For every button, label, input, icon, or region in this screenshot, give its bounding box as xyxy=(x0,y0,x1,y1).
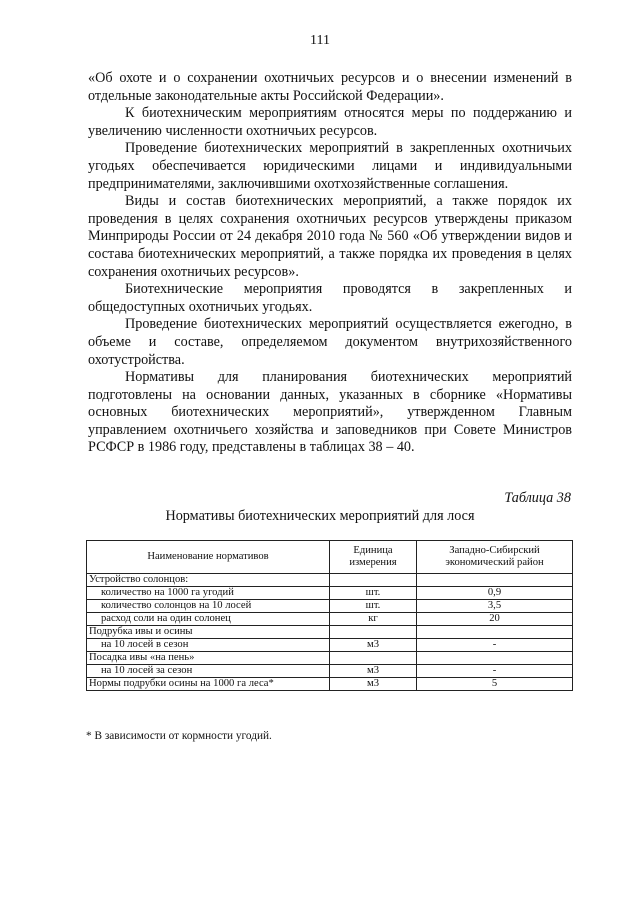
row-unit: м3 xyxy=(330,665,417,678)
row-name: Устройство солонцов: xyxy=(87,574,330,587)
row-value xyxy=(417,626,573,639)
row-value: 20 xyxy=(417,613,573,626)
row-name: на 10 лосей в сезон xyxy=(87,639,330,652)
header-cell-region: Западно-Сибирский экономический район xyxy=(417,541,573,574)
row-value: 3,5 xyxy=(417,600,573,613)
paragraph: Проведение биотехнических мероприятий осуществляется ежегодно, в объеме и составе, определяемом документом внутрихозяйственного охотустройства. xyxy=(88,316,572,368)
row-value: 5 xyxy=(417,678,573,691)
row-value: - xyxy=(417,665,573,678)
row-unit xyxy=(330,652,417,665)
table-row xyxy=(87,574,573,587)
row-name: Посадка ивы «на пень» xyxy=(87,652,330,665)
table-row xyxy=(87,652,573,665)
paragraph: Нормативы для планирования биотехнических мероприятий подготовлены на основании данных, указанных в сборнике «Нормативы основных биотехнических мероприятий», утвержденном Главным управлением охотничьего хозяйства и заповедников при Совете Министров РСФСР в 1986 году, представлены в таблицах 38 – 40. xyxy=(88,369,572,456)
row-unit: шт. xyxy=(330,587,417,600)
row-unit: м3 xyxy=(330,678,417,691)
header-cell-name: Наименование нормативов xyxy=(87,541,330,574)
header-cell-unit: Единица измерения xyxy=(330,541,417,574)
table-row xyxy=(87,587,573,600)
body-text xyxy=(88,70,572,457)
row-name: Нормы подрубки осины на 1000 га леса* xyxy=(87,678,330,691)
row-unit xyxy=(330,574,417,587)
row-value: 0,9 xyxy=(417,587,573,600)
table-row xyxy=(87,665,573,678)
row-value: - xyxy=(417,639,573,652)
table-label: Таблица 38 xyxy=(504,490,571,506)
row-name: на 10 лосей за сезон xyxy=(87,665,330,678)
table-row xyxy=(87,600,573,613)
table-header-row xyxy=(87,541,573,574)
row-name: Подрубка ивы и осины xyxy=(87,626,330,639)
paragraph: Проведение биотехнических мероприятий в закрепленных охотничьих угодьях обеспечивается юридическими лицами и индивидуальными предпринимателями, заключившими охотхозяйственные соглашения. xyxy=(88,140,572,192)
table-row xyxy=(87,678,573,691)
norms-table xyxy=(86,540,573,691)
row-name: расход соли на один солонец xyxy=(87,613,330,626)
row-value xyxy=(417,574,573,587)
table-title: Нормативы биотехнических мероприятий для лося xyxy=(165,508,475,524)
paragraph: К биотехническим мероприятиям относятся меры по поддержанию и увеличению численности охотничьих ресурсов. xyxy=(88,105,572,139)
paragraph: Биотехнические мероприятия проводятся в закрепленных и общедоступных охотничьих угодьях. xyxy=(88,281,572,315)
paragraph: «Об охоте и о сохранении охотничьих ресурсов и о внесении изменений в отдельные законодательные акты Российской Федерации». xyxy=(88,70,572,104)
table-row xyxy=(87,626,573,639)
row-value xyxy=(417,652,573,665)
row-unit: м3 xyxy=(330,639,417,652)
row-unit xyxy=(330,626,417,639)
table-footnote: * В зависимости от кормности угодий. xyxy=(86,730,272,742)
page-number: 111 xyxy=(310,33,330,48)
row-name: количество солонцов на 10 лосей xyxy=(87,600,330,613)
row-name: количество на 1000 га угодий xyxy=(87,587,330,600)
table-row xyxy=(87,639,573,652)
paragraph: Виды и состав биотехнических мероприятий, а также порядок их проведения в целях сохранения охотничьих ресурсов утверждены приказом Минприроды России от 24 декабря 2010 года № 560 «Об утверждении видов и состава биотехнических мероприятий, а также порядка их проведения в целях сохранения охотничьих ресурсов». xyxy=(88,193,572,280)
table-row xyxy=(87,613,573,626)
row-unit: шт. xyxy=(330,600,417,613)
row-unit: кг xyxy=(330,613,417,626)
